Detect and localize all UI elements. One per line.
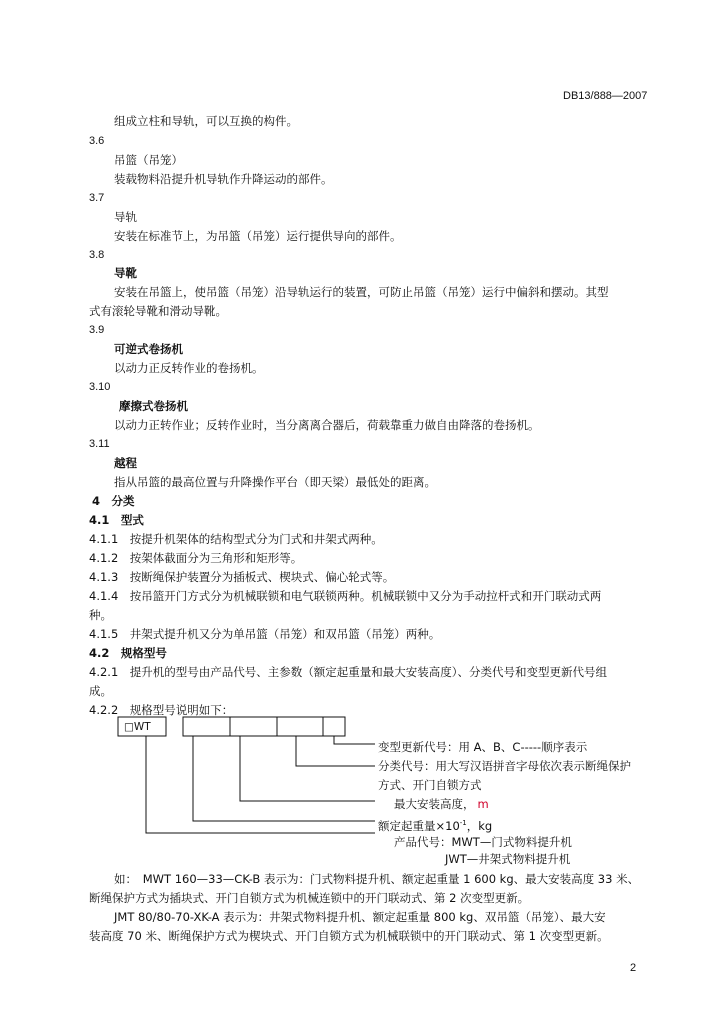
clause-number: 3.8 [89, 249, 105, 261]
leader-height [240, 736, 375, 801]
clause-number: 3.11 [89, 438, 110, 450]
subsection-heading: 4.2 规格型号 [89, 646, 167, 660]
clause-text: 4.2.2 规格型号说明如下： [89, 703, 234, 717]
class-box [277, 717, 323, 736]
clause-text: 4.1.4 按吊篮开门方式分为机械联锁和电气联锁两种。机械联锁中又分为手动拉杆式和开门联动式两 [89, 589, 602, 603]
variant-code-label: 变型更新代号：用 A、B、C-----顺序表示 [378, 740, 588, 754]
leader-load [193, 736, 375, 821]
exponent: -1 [459, 819, 467, 827]
clause-text: 4.2.1 提升机的型号由产品代号、主参数（额定起重量和最大安装高度）、分类代号和变型更新代号组 [89, 665, 608, 679]
max-height-text: 最大安装高度， [394, 797, 475, 811]
product-code-label-jwt: JWT—井架式物料提升机 [445, 852, 571, 866]
leader-class [296, 736, 375, 766]
clause-text: 成。 [89, 684, 112, 698]
term-definition: 式有滚轮导靴和滑动导靴。 [89, 304, 227, 318]
clause-number: 3.10 [89, 381, 111, 393]
example-line: 装高度 70 米、断绳保护方式为楔块式、开门自锁方式为机械联锁中的开门联动式、第 1 次变型更新。 [89, 929, 609, 943]
term-definition: 安装在标准节上，为吊篮（吊笼）运行提供导向的部件。 [114, 229, 402, 243]
term-heading: 导靴 [114, 266, 137, 280]
product-code-box-label: □WT [124, 721, 151, 733]
term-heading: 越程 [114, 456, 137, 470]
clause-text: 种。 [89, 608, 112, 622]
clause-text: 4.1.3 按断绳保护装置分为插板式、楔块式、偏心轮式等。 [89, 570, 395, 584]
class-code-label: 分类代号：用大写汉语拼音字母依次表示断绳保护 [378, 759, 631, 773]
load-text: 额定起重量×10 [378, 818, 460, 833]
height-box [230, 717, 277, 736]
clause-number: 3.7 [89, 192, 105, 204]
leader-variant [334, 736, 375, 744]
load-label [378, 816, 492, 833]
text-line: 组成立柱和导轨，可以互换的构件。 [114, 114, 298, 128]
clause-number: 3.9 [89, 324, 105, 336]
clause-number: 3.6 [89, 135, 105, 147]
leader-product [146, 736, 375, 833]
term-heading: 吊篮（吊笼） [114, 153, 183, 167]
clause-text: 4.1.5 井架式提升机又分为单吊篮（吊笼）和双吊篮（吊笼）两种。 [89, 627, 441, 641]
product-code-label: 产品代号：MWT—门式物料提升机 [394, 835, 572, 849]
clause-text: 4.1.1 按提升机架体的结构型式分为门式和井架式两种。 [89, 532, 383, 546]
term-heading: 摩擦式卷扬机 [119, 399, 188, 413]
example-line: 断绳保护方式为插块式、开门自锁方式为机械连锁中的开门联动式、第 2 次变型更新。 [89, 891, 530, 905]
term-definition: 装载物料沿提升机导轨作升降运动的部件。 [114, 172, 333, 186]
term-definition: 以动力正反转作业的卷扬机。 [114, 361, 264, 375]
section-heading: 4 分类 [92, 494, 135, 508]
term-definition: 指从吊篮的最高位置与升降操作平台（即天梁）最低处的距离。 [114, 475, 436, 489]
example-line: JMT 80/80-70-XK-A 表示为：井架式物料提升机、额定起重量 800 kg、双吊篮（吊笼）、最大安 [114, 910, 606, 924]
variant-box [323, 717, 345, 736]
term-definition: 安装在吊篮上，使吊篮（吊笼）沿导轨运行的装置，可防止吊篮（吊笼）运行中偏斜和摆动。其型 [114, 285, 609, 299]
page-number: 2 [630, 962, 637, 974]
example-line: 如： MWT 160—33—CK-B 表示为：门式物料提升机、额定起重量 1 600 kg、最大安装高度 33 米、 [114, 872, 640, 886]
term-definition: 以动力正转作业；反转作业时，当分离离合器后，荷载靠重力做自由降落的卷扬机。 [114, 418, 540, 432]
class-code-label-cont: 方式、开门自锁方式 [378, 778, 482, 792]
max-height-label [394, 797, 489, 811]
term-heading: 可逆式卷扬机 [114, 342, 183, 356]
load-box [183, 717, 230, 736]
clause-text: 4.1.2 按架体截面分为三角形和矩形等。 [89, 551, 303, 565]
subsection-heading: 4.1 型式 [89, 513, 144, 527]
doc-code-header: DB13/888—2007 [563, 90, 648, 102]
term-heading: 导轨 [114, 210, 137, 224]
unit-m: m [477, 797, 489, 811]
unit-kg: ，kg [466, 818, 493, 833]
